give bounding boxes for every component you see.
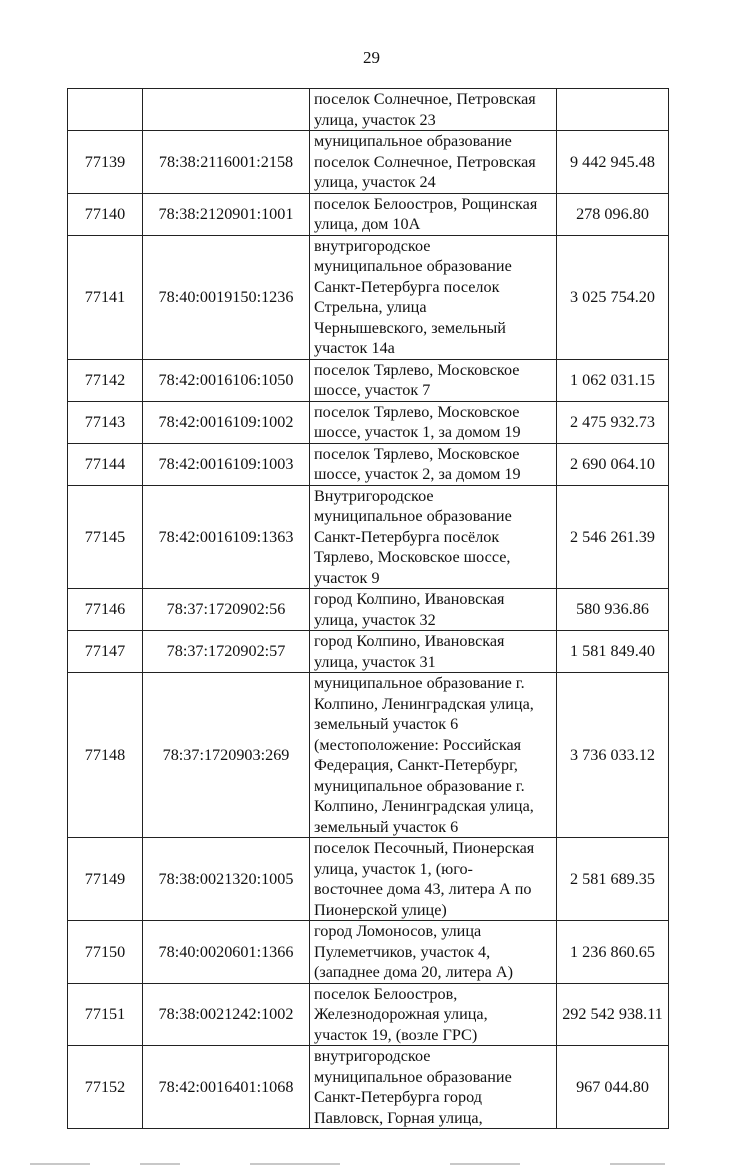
address-line: улица, участок 24 [314, 173, 436, 191]
address-line: участок 19, (возле ГРС) [314, 1025, 478, 1044]
table-body [68, 89, 669, 1129]
cadastral-number-cell: 78:38:0021242:1002 [143, 983, 310, 1046]
cadastral-value-cell: 2 581 689.35 [557, 838, 669, 921]
address-line: внутригородское [314, 1047, 431, 1065]
address-line: поселок Солнечное, Петровская [314, 152, 536, 171]
cadastral-number-cell: 78:42:0016109:1363 [143, 485, 310, 589]
record-number-cell: 77146 [68, 589, 143, 631]
table-row [68, 983, 669, 1046]
table-row [68, 89, 669, 131]
cadastral-number-cell: 78:38:2116001:2158 [143, 131, 310, 194]
address-cell [310, 359, 557, 401]
record-number-cell: 77142 [68, 359, 143, 401]
record-number-cell: 77150 [68, 921, 143, 984]
address-line: муниципальное образование г. [314, 776, 525, 795]
address-cell [310, 589, 557, 631]
address-line: муниципальное образование [314, 132, 512, 150]
address-line: участок 14а [314, 339, 395, 357]
table-row [68, 673, 669, 838]
address-cell [310, 89, 557, 131]
cadastral-number-cell: 78:42:0016401:1068 [143, 1046, 310, 1129]
address-line: (местоположение: Российская [314, 735, 522, 754]
address-line: улица, дом 10А [314, 215, 421, 233]
land-plot-table [67, 88, 669, 1129]
address-line: Внутригородское [314, 486, 434, 505]
address-line: улица, участок 32 [314, 610, 436, 629]
table-row [68, 921, 669, 984]
address-line: Павловск, Горная улица, [314, 1108, 483, 1127]
address-line: Санкт-Петербурга город [314, 1088, 482, 1106]
record-number-cell: 77147 [68, 631, 143, 673]
cadastral-value-cell: 580 936.86 [557, 589, 669, 631]
table-row [68, 401, 669, 443]
address-line: Пулеметчиков, участок 4, [314, 942, 491, 961]
address-line: муниципальное образование [314, 1067, 512, 1086]
cadastral-number-cell: 78:42:0016106:1050 [143, 359, 310, 401]
table-row [68, 631, 669, 673]
cadastral-value-cell: 292 542 938.11 [557, 983, 669, 1046]
address-cell [310, 673, 557, 838]
record-number-cell: 77140 [68, 193, 143, 235]
address-cell [310, 401, 557, 443]
address-line: муниципальное образование [314, 507, 512, 525]
address-line: Колпино, Ленинградская улица, [314, 694, 534, 713]
cadastral-value-cell: 1 062 031.15 [557, 359, 669, 401]
table-row [68, 1046, 669, 1129]
address-line: поселок Солнечное, Петровская [314, 90, 536, 108]
address-line: участок 9 [314, 568, 380, 587]
cadastral-number-cell: 78:38:2120901:1001 [143, 193, 310, 235]
cadastral-number-cell: 78:40:0020601:1366 [143, 921, 310, 984]
address-line: улица, участок 31 [314, 652, 436, 671]
address-cell [310, 131, 557, 194]
table-row [68, 359, 669, 401]
address-line: поселок Тярлево, Московское [314, 444, 520, 463]
address-line: земельный участок 6 [314, 817, 459, 836]
record-number-cell: 77145 [68, 485, 143, 589]
record-number-cell: 77143 [68, 401, 143, 443]
cadastral-number-cell: 78:37:1720902:57 [143, 631, 310, 673]
address-cell [310, 838, 557, 921]
address-line: Чернышевского, земельный [314, 318, 506, 337]
record-number-cell: 77139 [68, 131, 143, 194]
cadastral-value-cell: 1 236 860.65 [557, 921, 669, 984]
cadastral-value-cell: 2 546 261.39 [557, 485, 669, 589]
cadastral-number-cell [143, 89, 310, 131]
record-number-cell: 77144 [68, 443, 143, 485]
cadastral-value-cell [557, 89, 669, 131]
cadastral-value-cell: 2 690 064.10 [557, 443, 669, 485]
address-line: шоссе, участок 7 [314, 381, 431, 399]
address-line: город Ломоносов, улица [314, 922, 482, 940]
table-row [68, 838, 669, 921]
record-number-cell: 77152 [68, 1046, 143, 1129]
cadastral-number-cell: 78:38:0021320:1005 [143, 838, 310, 921]
address-line: поселок Белоостров, [314, 984, 458, 1003]
record-number-cell [68, 89, 143, 131]
address-cell [310, 485, 557, 589]
cadastral-value-cell: 3 025 754.20 [557, 235, 669, 359]
address-line: город Колпино, Ивановская [314, 632, 505, 650]
address-cell [310, 921, 557, 984]
address-cell [310, 631, 557, 673]
cadastral-number-cell: 78:42:0016109:1003 [143, 443, 310, 485]
cadastral-number-cell: 78:37:1720902:56 [143, 589, 310, 631]
address-line: Тярлево, Московское шоссе, [314, 548, 511, 566]
table-row [68, 131, 669, 194]
table-row [68, 443, 669, 485]
record-number-cell: 77151 [68, 983, 143, 1046]
record-number-cell: 77149 [68, 838, 143, 921]
address-line: Стрельна, улица [314, 298, 427, 316]
address-cell [310, 235, 557, 359]
address-line: Санкт-Петербурга посёлок [314, 527, 500, 546]
cadastral-number-cell: 78:40:0019150:1236 [143, 235, 310, 359]
address-line: Федерация, Санкт-Петербург, [314, 756, 518, 774]
table-row [68, 589, 669, 631]
address-line: поселок Тярлево, Московское [314, 360, 520, 379]
cadastral-value-cell: 2 475 932.73 [557, 401, 669, 443]
cadastral-number-cell: 78:42:0016109:1002 [143, 401, 310, 443]
page-number: 29 [363, 48, 380, 67]
cadastral-value-cell: 3 736 033.12 [557, 673, 669, 838]
address-line: внутригородское [314, 236, 431, 255]
scan-edge-marks [0, 1163, 743, 1167]
address-line: муниципальное образование [314, 257, 512, 275]
address-line: Санкт-Петербурга поселок [314, 277, 500, 296]
address-cell [310, 983, 557, 1046]
cadastral-value-cell: 967 044.80 [557, 1046, 669, 1129]
address-line: поселок Песочный, Пионерская [314, 839, 535, 857]
address-line: Железнодорожная улица, [314, 1005, 488, 1023]
address-line: город Колпино, Ивановская [314, 590, 505, 608]
address-line: (западнее дома 20, литера А) [314, 963, 513, 981]
address-line: поселок Белоостров, Рощинская [314, 194, 538, 213]
address-line: поселок Тярлево, Московское [314, 402, 520, 421]
cadastral-value-cell: 278 096.80 [557, 193, 669, 235]
record-number-cell: 77141 [68, 235, 143, 359]
cadastral-number-cell: 78:37:1720903:269 [143, 673, 310, 838]
address-line: улица, участок 1, (юго- [314, 859, 473, 878]
address-line: шоссе, участок 1, за домом 19 [314, 423, 521, 441]
address-line: земельный участок 6 [314, 715, 459, 733]
address-cell [310, 1046, 557, 1129]
address-line: Колпино, Ленинградская улица, [314, 797, 534, 815]
cadastral-value-cell: 1 581 849.40 [557, 631, 669, 673]
address-cell [310, 443, 557, 485]
address-cell [310, 193, 557, 235]
address-line: Пионерской улице) [314, 900, 447, 919]
address-line: восточнее дома 43, литера А по [314, 880, 532, 898]
table-row [68, 235, 669, 359]
address-line: улица, участок 23 [314, 110, 436, 129]
table-row [68, 485, 669, 589]
cadastral-value-cell: 9 442 945.48 [557, 131, 669, 194]
address-line: муниципальное образование г. [314, 674, 525, 692]
address-line: шоссе, участок 2, за домом 19 [314, 465, 521, 483]
record-number-cell: 77148 [68, 673, 143, 838]
table-row [68, 193, 669, 235]
